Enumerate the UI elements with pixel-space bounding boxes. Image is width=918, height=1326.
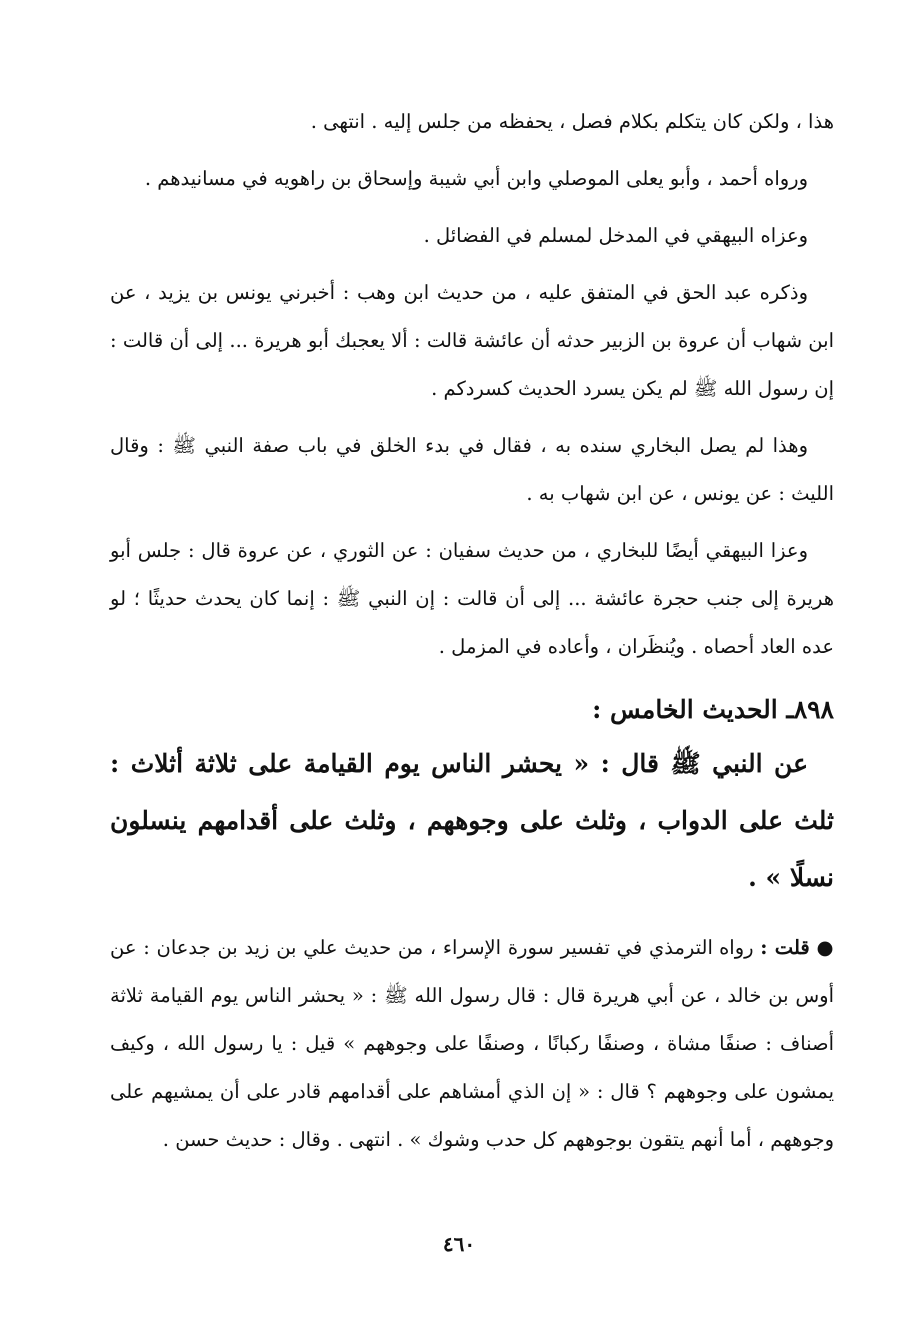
hadith-text: عن النبي ﷺ قال : « يحشر الناس يوم القيامة على ثلاثة أثلاث : ثلث على الدواب ، وثلث على وجوههم ، وثلث على أقدامهم ينسلون نسلًا » .	[110, 749, 834, 892]
paragraph-3: وعزاه البيهقي في المدخل لمسلم في الفضائل .	[423, 224, 808, 247]
paragraph-4: وذكره عبد الحق في المتفق عليه ، من حديث ابن وهب : أخبرني يونس بن يزيد ، عن ابن شهاب أن عروة بن الزبير حدثه أن عائشة قالت : ألا يعجبك أبو هريرة ... إلى أن قالت : إن رسول الله ﷺ لم يكن يسرد الحديث كسردكم .	[110, 281, 834, 400]
hadith-heading: ٨٩٨ـ الحديث الخامس :	[592, 695, 834, 724]
page-number: ٤٦٠	[442, 1232, 476, 1256]
commentary-text: رواه الترمذي في تفسير سورة الإسراء ، من حديث علي بن زيد بن جدعان : عن أوس بن خالد ، عن أبي هريرة قال : قال رسول الله ﷺ : « يحشر الناس يوم القيامة ثلاثة أصناف : صنفًا مشاة ، وصنفًا ركبانًا ، وصنفًا على وجوههم » قيل : يا رسول الله ، وكيف يمشون على وجوههم ؟ قال : « إن الذي أمشاهم على أقدامهم قادر على أن يمشيهم على وجوههم ، أما أنهم يتقون بوجوههم كل حدب وشوك » . انتهى . وقال : حديث حسن .	[110, 936, 834, 1151]
paragraph-2: ورواه أحمد ، وأبو يعلى الموصلي وابن أبي شيبة وإسحاق بن راهويه في مسانيدهم .	[144, 167, 808, 190]
paragraph-1: هذا ، ولكن كان يتكلم بكلام فصل ، يحفظه من جلس إليه . انتهى .	[310, 110, 834, 133]
commentary-label: قلت :	[760, 936, 810, 959]
paragraph-6: وعزا البيهقي أيضًا للبخاري ، من حديث سفيان : عن الثوري ، عن عروة قال : جلس أبو هريرة إلى جنب حجرة عائشة ... إلى أن قالت : إن النبي ﷺ : إنما كان يحدث حديثًا ؛ لو عده العاد أحصاه . ويُنظَران ، وأعاده في المزمل .	[110, 539, 834, 658]
commentary-paragraph	[110, 924, 834, 1164]
bullet-icon: ●	[816, 936, 835, 959]
paragraph-5: وهذا لم يصل البخاري سنده به ، فقال في بدء الخلق في باب صفة النبي ﷺ : وقال الليث : عن يونس ، عن ابن شهاب به .	[110, 434, 834, 505]
